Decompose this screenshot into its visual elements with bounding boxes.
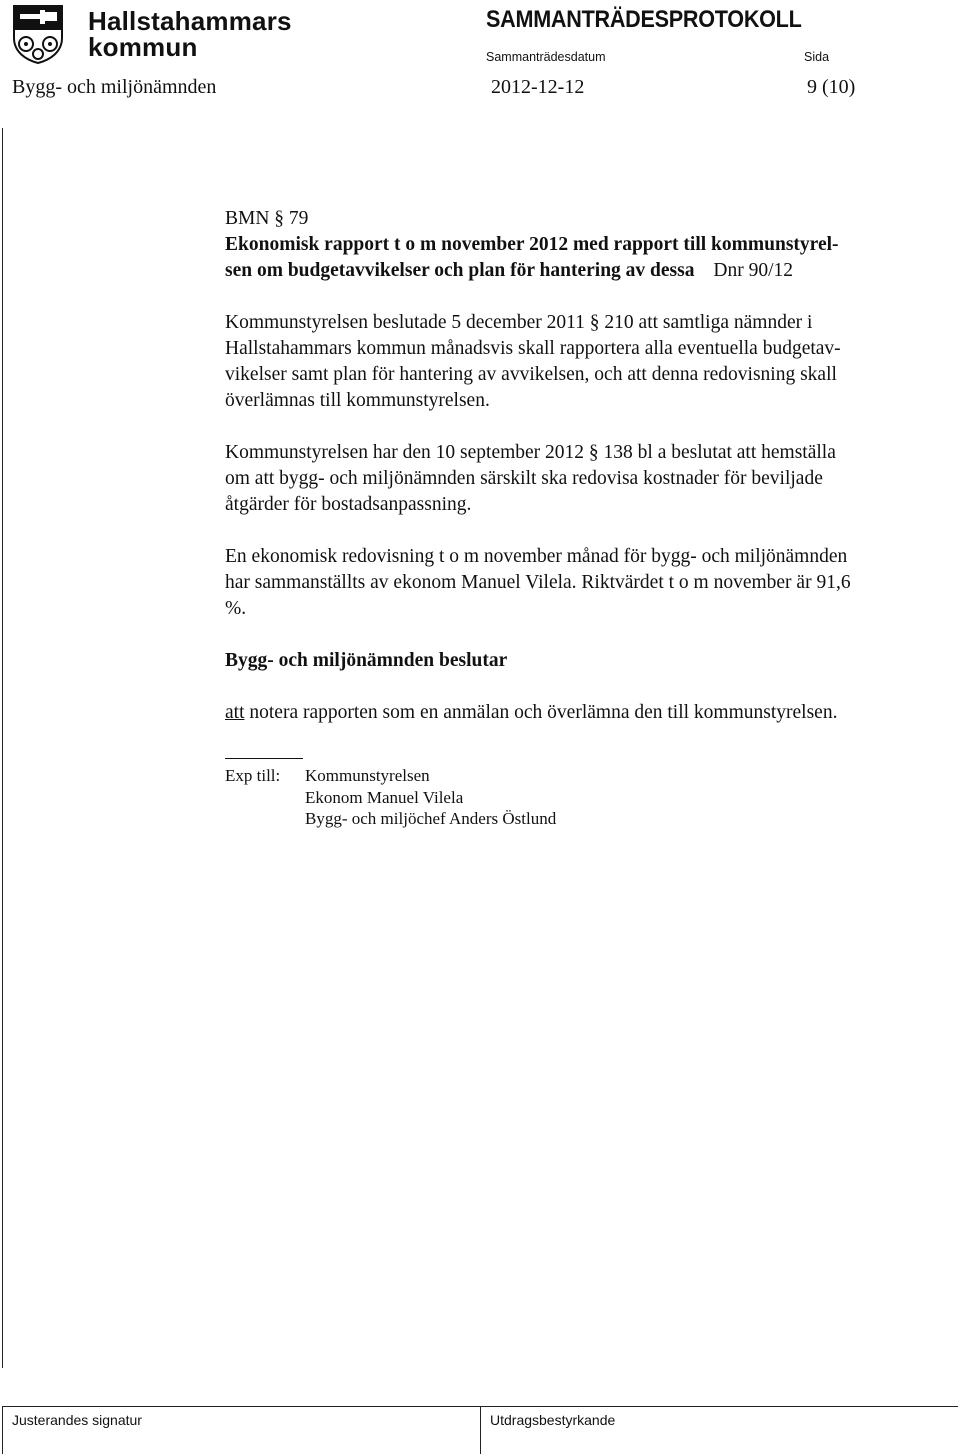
logo-name-line1: Hallstahammars	[88, 6, 292, 36]
paragraph-1-line: Hallstahammars kommun månadsvis skall rapportera alla eventuella budgetav-	[225, 338, 841, 359]
distribution-recipients	[305, 765, 556, 830]
distribution-divider	[225, 758, 303, 759]
decision-att: att	[225, 702, 245, 723]
page-number: 9 (10)	[807, 76, 856, 98]
municipal-coat-of-arms-icon	[12, 4, 64, 64]
recipient: Kommunstyrelsen	[305, 766, 430, 785]
meeting-date-label: Sammanträdesdatum	[486, 50, 606, 64]
paragraph-1	[225, 310, 950, 414]
case-title	[225, 232, 950, 284]
paragraph-2-line: Kommunstyrelsen har den 10 september 2012 § 138 bl a beslutat att hemställa	[225, 442, 836, 463]
paragraph-1-line: överlämnas till kommunstyrelsen.	[225, 390, 490, 411]
paragraph-2-line: åtgärder för bostadsanpassning.	[225, 494, 472, 515]
case-content	[225, 206, 950, 830]
recipient: Bygg- och miljöchef Anders Östlund	[305, 809, 557, 828]
meeting-date: 2012-12-12	[491, 76, 585, 98]
paragraph-1-line: vikelser samt plan för hantering av avvikelsen, och att denna redovisning skall	[225, 364, 837, 385]
distribution-label: Exp till:	[225, 766, 281, 785]
decision-text	[225, 700, 950, 726]
paragraph-2-line: om att bygg- och miljönämnden särskilt ska redovisa kostnader för beviljade	[225, 468, 823, 489]
paragraph-3-line: %.	[225, 598, 247, 619]
paragraph-3	[225, 544, 950, 622]
logo-name-line2: kommun	[88, 32, 198, 62]
paragraph-1-line: Kommunstyrelsen beslutade 5 december 2011 § 210 att samtliga nämnder i	[225, 312, 813, 333]
footer-divider	[480, 1406, 481, 1454]
municipality-logo	[12, 4, 292, 66]
margin-line	[2, 128, 3, 1368]
case-title-line1: Ekonomisk rapport t o m november 2012 med rapport till kommunstyrel-	[225, 234, 839, 255]
case-number: BMN § 79	[225, 208, 309, 229]
paragraph-3-line: En ekonomisk redovisning t o m november månad för bygg- och miljönämnden	[225, 546, 848, 567]
page-label: Sida	[804, 50, 830, 64]
decision-body: notera rapporten som en anmälan och överlämna den till kommunstyrelsen.	[244, 702, 838, 723]
paragraph-2	[225, 440, 950, 518]
case-title-line2: sen om budgetavvikelser och plan för hantering av dessa	[225, 260, 695, 281]
case-dnr: Dnr 90/12	[713, 260, 793, 281]
decision-heading: Bygg- och miljönämnden beslutar	[225, 650, 508, 671]
footer-left-border	[2, 1406, 3, 1454]
signature-label: Justerandes signatur	[12, 1412, 142, 1428]
document-type-title: SAMMANTRÄDESPROTOKOLL	[486, 6, 802, 33]
committee-name: Bygg- och miljönämnden	[12, 76, 217, 98]
paragraph-3-line: har sammanställts av ekonom Manuel Vilela. Riktvärdet t o m november är 91,6	[225, 572, 851, 593]
recipient: Ekonom Manuel Vilela	[305, 787, 464, 807]
distribution-list	[225, 765, 950, 830]
certification-label: Utdragsbestyrkande	[490, 1412, 616, 1428]
